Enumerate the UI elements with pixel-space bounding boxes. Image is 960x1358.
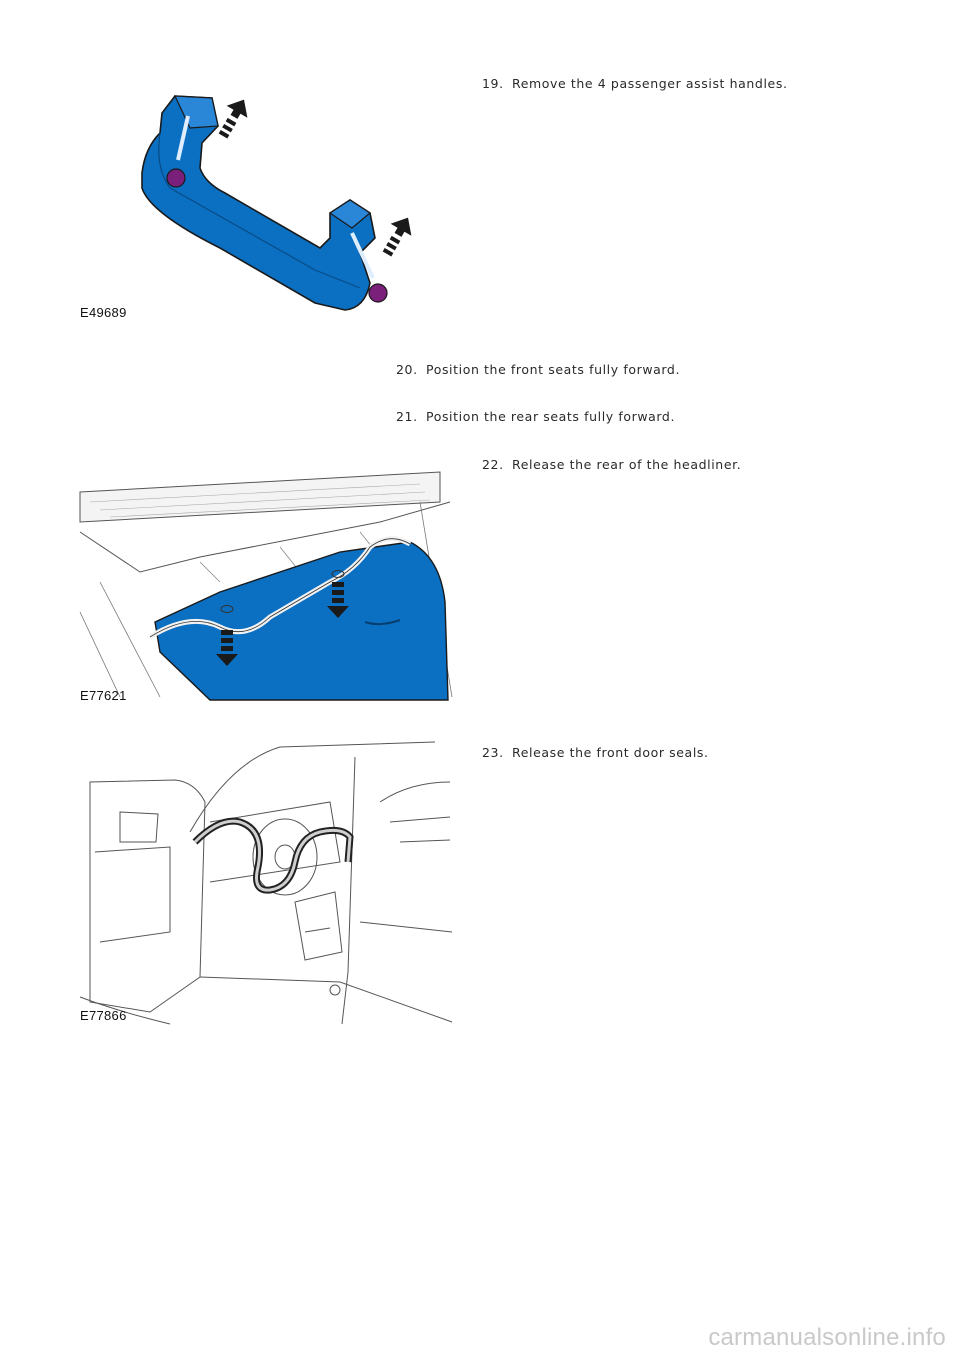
step-number: 20. <box>396 362 418 377</box>
removal-arrow-icon <box>377 212 419 260</box>
bolt-icon <box>167 169 185 187</box>
figure-code: E77621 <box>80 688 127 703</box>
step-number: 21. <box>396 409 418 424</box>
step-number: 19. <box>482 76 504 91</box>
step-number: 22. <box>482 457 504 472</box>
step-19 <box>482 76 788 91</box>
step-text: Release the front door seals. <box>512 745 709 760</box>
figure-code: E49689 <box>80 305 127 320</box>
step-text: Position the rear seats fully forward. <box>426 409 676 424</box>
assist-handle-illustration <box>130 88 430 318</box>
step-number: 23. <box>482 745 504 760</box>
removal-arrow-icon <box>213 94 255 142</box>
step-20 <box>396 362 680 377</box>
figure-code: E77866 <box>80 1008 127 1023</box>
step-22 <box>482 457 741 472</box>
bolt-icon <box>369 284 387 302</box>
step-text: Position the front seats fully forward. <box>426 362 681 377</box>
watermark-text: carmanualsonline.info <box>708 1324 946 1351</box>
step-23 <box>482 745 709 760</box>
door-seal-illustration <box>80 742 455 1024</box>
step-text: Remove the 4 passenger assist handles. <box>512 76 788 91</box>
step-21 <box>396 409 675 424</box>
headliner-illustration <box>80 462 455 702</box>
step-text: Release the rear of the headliner. <box>512 457 742 472</box>
